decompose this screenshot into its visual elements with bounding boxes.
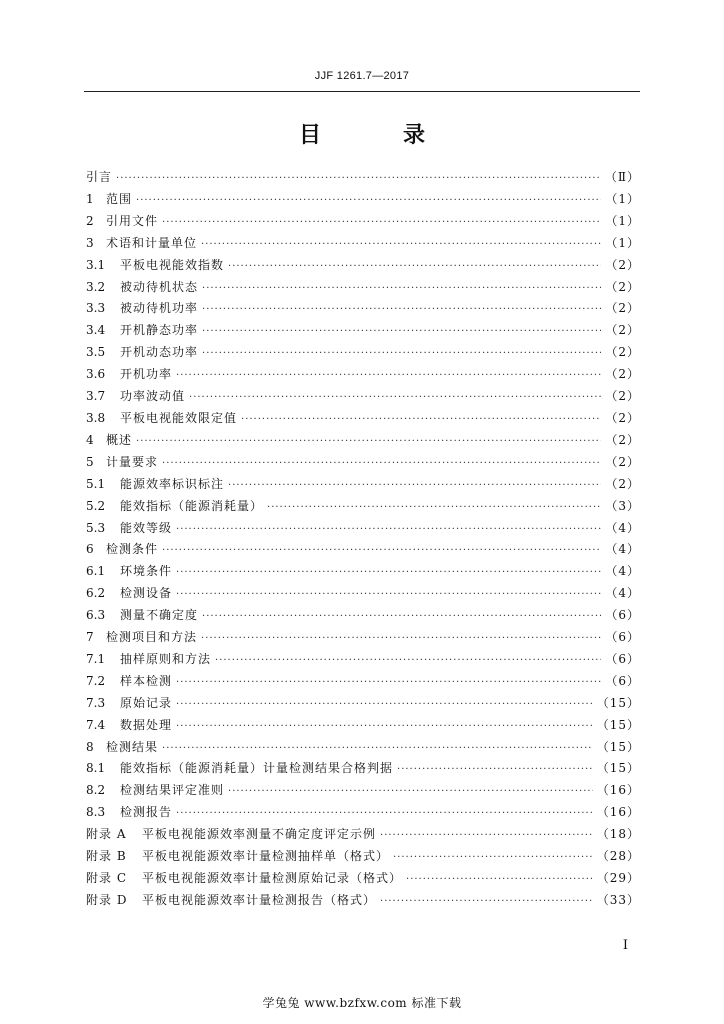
- toc-entry[interactable]: [86, 584, 640, 606]
- dot-leader: [202, 348, 601, 359]
- toc-entry-number: 附录 B: [86, 849, 127, 864]
- dot-leader: [176, 721, 593, 732]
- dot-leader: [176, 699, 593, 710]
- toc-entry-title: 检测结果: [106, 739, 159, 754]
- dot-leader: [393, 852, 593, 863]
- toc-entry-title: 检测项目和方法: [106, 630, 198, 645]
- toc-entry[interactable]: [86, 540, 640, 562]
- dot-leader: [397, 764, 593, 775]
- toc-entry[interactable]: [86, 321, 640, 343]
- dot-leader: [136, 436, 601, 447]
- watermark-footer: 学兔兔 www.bzfxw.com 标准下载: [262, 996, 462, 1010]
- toc-entry-page: （2）: [605, 345, 640, 360]
- toc-entry-number: 5.3: [86, 520, 106, 535]
- dot-leader: [202, 611, 601, 622]
- toc-entry-title: 功率波动值: [120, 389, 186, 404]
- toc-entry-page: （15）: [596, 739, 640, 754]
- toc-entry-number: 5.2: [86, 498, 106, 513]
- toc-entry[interactable]: [86, 299, 640, 321]
- toc-entry-title: 平板电视能源效率测量不确定度评定示例: [142, 827, 377, 842]
- toc-entry[interactable]: [86, 628, 640, 650]
- dot-leader: [201, 239, 601, 250]
- toc-entry-number: 7.1: [86, 651, 106, 666]
- toc-entry[interactable]: [86, 168, 640, 190]
- toc-entry-title: 被动待机功率: [120, 301, 199, 316]
- toc-entry-page: （1）: [605, 213, 640, 228]
- dot-leader: [176, 524, 601, 535]
- toc-entry-number: 附录 D: [86, 892, 128, 907]
- toc-entry-page: （2）: [605, 323, 640, 338]
- dot-leader: [162, 217, 601, 228]
- toc-entry-title: 能源效率标识标注: [120, 476, 225, 491]
- toc-entry-number: 3.2: [86, 279, 106, 294]
- toc-entry-number: 3.6: [86, 367, 106, 382]
- toc-entry-page: （4）: [605, 564, 640, 579]
- toc-entry-page: （2）: [605, 389, 640, 404]
- dot-leader: [202, 326, 601, 337]
- toc-entry-title: 检测报告: [120, 805, 173, 820]
- toc-entry-number: 1: [86, 191, 94, 206]
- toc-entry-page: （2）: [605, 257, 640, 272]
- toc-entry-title: 环境条件: [120, 564, 173, 579]
- table-of-contents: [86, 168, 640, 913]
- toc-entry-number: 6.3: [86, 608, 106, 623]
- toc-entry-title: 检测结果评定准则: [120, 783, 225, 798]
- toc-entry-number: 3: [86, 235, 94, 250]
- toc-entry[interactable]: [86, 694, 640, 716]
- toc-entry[interactable]: [86, 891, 640, 913]
- dot-leader: [162, 458, 601, 469]
- toc-entry-title: 被动待机状态: [120, 279, 199, 294]
- dot-leader: [228, 261, 601, 272]
- toc-entry-number: 3.8: [86, 410, 106, 425]
- toc-entry[interactable]: [86, 343, 640, 365]
- toc-entry-number: 附录 A: [86, 827, 127, 842]
- dot-leader: [406, 874, 593, 885]
- dot-leader: [176, 589, 601, 600]
- dot-leader: [241, 414, 601, 425]
- toc-entry[interactable]: [86, 212, 640, 234]
- toc-entry[interactable]: [86, 190, 640, 212]
- toc-entry-number: 7.3: [86, 695, 106, 710]
- toc-entry[interactable]: [86, 672, 640, 694]
- toc-entry-title: 平板电视能效指数: [120, 257, 225, 272]
- toc-entry-number: 3.1: [86, 257, 106, 272]
- toc-entry-page: （16）: [596, 805, 640, 820]
- toc-entry-number: 6.1: [86, 564, 106, 579]
- dot-leader: [162, 545, 601, 556]
- toc-entry-page: （6）: [605, 673, 640, 688]
- toc-entry-page: （28）: [596, 849, 640, 864]
- toc-entry-number: 5.1: [86, 476, 106, 491]
- toc-entry[interactable]: [86, 606, 640, 628]
- toc-entry-title: 开机静态功率: [120, 323, 199, 338]
- toc-entry-title: 能效指标（能源消耗量）: [120, 498, 264, 513]
- toc-entry-number: 2: [86, 213, 94, 228]
- toc-entry-title: 平板电视能源效率计量检测原始记录（格式）: [142, 871, 403, 885]
- standard-code-header: JJF 1261.7—2017: [314, 70, 410, 82]
- toc-entry-title: 测量不确定度: [120, 608, 199, 623]
- header-rule: [84, 91, 640, 92]
- dot-leader: [162, 743, 593, 754]
- page-title: 目 录: [298, 122, 455, 148]
- toc-entry-page: （6）: [605, 630, 640, 645]
- dot-leader: [176, 370, 601, 381]
- toc-entry-page: （18）: [596, 827, 640, 842]
- toc-entry-page: （4）: [605, 586, 640, 601]
- toc-entry-page: （2）: [605, 279, 640, 294]
- dot-leader: [202, 283, 601, 294]
- toc-entry-number: 3.3: [86, 301, 106, 316]
- dot-leader: [215, 655, 601, 666]
- toc-entry[interactable]: [86, 475, 640, 497]
- toc-entry-title: 数据处理: [120, 717, 173, 732]
- toc-entry-number: 8.3: [86, 805, 106, 820]
- toc-entry[interactable]: [86, 431, 640, 453]
- toc-entry[interactable]: [86, 847, 640, 869]
- toc-entry-title: 能效指标（能源消耗量）计量检测结果合格判据: [120, 761, 394, 776]
- toc-entry-title: 开机动态功率: [120, 345, 199, 360]
- toc-entry[interactable]: [86, 869, 640, 891]
- toc-entry-title: 计量要求: [106, 454, 159, 469]
- toc-entry-page: （3）: [605, 498, 640, 513]
- page-number: I: [622, 938, 628, 953]
- toc-entry-page: （1）: [605, 191, 640, 206]
- toc-entry-number: 7: [86, 630, 94, 645]
- toc-entry-title: 术语和计量单位: [106, 235, 198, 250]
- toc-entry-number: 7.4: [86, 717, 106, 732]
- toc-entry-number: 附录 C: [86, 871, 127, 885]
- toc-entry-title: 开机功率: [120, 367, 173, 382]
- toc-entry-title: 检测设备: [120, 586, 173, 601]
- toc-entry[interactable]: [86, 716, 640, 738]
- toc-entry-page: （1）: [605, 235, 640, 250]
- dot-leader: [116, 173, 601, 184]
- toc-entry[interactable]: [86, 278, 640, 300]
- toc-entry-number: 6.2: [86, 586, 106, 601]
- toc-entry-number: 7.2: [86, 673, 106, 688]
- toc-entry-number: 4: [86, 432, 94, 447]
- toc-entry-page: （6）: [605, 608, 640, 623]
- toc-entry-title: 引用文件: [106, 213, 159, 228]
- toc-entry-title: 平板电视能源效率计量检测抽样单（格式）: [142, 849, 390, 864]
- toc-entry-number: 3.4: [86, 323, 106, 338]
- toc-entry-page: （Ⅱ）: [604, 170, 640, 184]
- toc-entry-title: 平板电视能源效率计量检测报告（格式）: [142, 892, 377, 907]
- toc-entry-title: 范围: [106, 191, 133, 206]
- dot-leader: [228, 786, 593, 797]
- toc-entry[interactable]: [86, 453, 640, 475]
- toc-entry[interactable]: [86, 519, 640, 541]
- toc-entry-page: （16）: [596, 783, 640, 798]
- toc-entry-page: （15）: [596, 717, 640, 732]
- toc-entry-number: 8.1: [86, 761, 106, 776]
- toc-entry-title: 抽样原则和方法: [120, 651, 212, 666]
- dot-leader: [176, 808, 593, 819]
- dot-leader: [201, 633, 601, 644]
- toc-entry-page: （4）: [605, 520, 640, 535]
- dot-leader: [189, 392, 601, 403]
- toc-entry-page: （2）: [605, 432, 640, 447]
- toc-entry-page: （2）: [605, 476, 640, 491]
- toc-entry[interactable]: [86, 562, 640, 584]
- dot-leader: [176, 677, 601, 688]
- toc-entry-number: 5: [86, 454, 94, 469]
- dot-leader: [202, 304, 601, 315]
- toc-entry-page: （33）: [596, 892, 640, 907]
- toc-entry[interactable]: [86, 234, 640, 256]
- toc-entry-page: （2）: [605, 301, 640, 316]
- dot-leader: [228, 480, 601, 491]
- toc-entry-title: 平板电视能效限定值: [120, 410, 238, 425]
- toc-entry[interactable]: [86, 825, 640, 847]
- dot-leader: [136, 195, 601, 206]
- toc-entry[interactable]: [86, 781, 640, 803]
- toc-entry-page: （2）: [605, 410, 640, 425]
- dot-leader: [176, 567, 601, 578]
- toc-entry-title: 引言: [86, 170, 113, 184]
- toc-entry-title: 概述: [106, 432, 133, 447]
- toc-entry-page: （15）: [596, 695, 640, 710]
- toc-entry-title: 检测条件: [106, 542, 159, 557]
- toc-entry[interactable]: [86, 650, 640, 672]
- toc-entry-number: 6: [86, 542, 94, 557]
- toc-entry-title: 能效等级: [120, 520, 173, 535]
- toc-entry-page: （15）: [596, 761, 640, 776]
- toc-entry-number: 3.7: [86, 389, 106, 404]
- toc-entry-page: （29）: [596, 871, 640, 885]
- dot-leader: [380, 830, 593, 841]
- toc-entry[interactable]: [86, 759, 640, 781]
- toc-entry-title: 原始记录: [120, 695, 173, 710]
- toc-entry-page: （4）: [605, 542, 640, 557]
- toc-entry-number: 8: [86, 739, 94, 754]
- toc-entry-page: （6）: [605, 651, 640, 666]
- toc-entry[interactable]: [86, 387, 640, 409]
- dot-leader: [380, 896, 593, 907]
- toc-entry[interactable]: [86, 409, 640, 431]
- toc-entry-title: 样本检测: [120, 673, 173, 688]
- toc-entry-number: 3.5: [86, 345, 106, 360]
- toc-entry[interactable]: [86, 803, 640, 825]
- toc-entry[interactable]: [86, 256, 640, 278]
- toc-entry-page: （2）: [605, 454, 640, 469]
- toc-entry-number: 8.2: [86, 783, 106, 798]
- toc-entry[interactable]: [86, 365, 640, 387]
- toc-entry-page: （2）: [605, 367, 640, 382]
- toc-entry[interactable]: [86, 738, 640, 760]
- toc-entry[interactable]: [86, 497, 640, 519]
- dot-leader: [267, 502, 601, 513]
